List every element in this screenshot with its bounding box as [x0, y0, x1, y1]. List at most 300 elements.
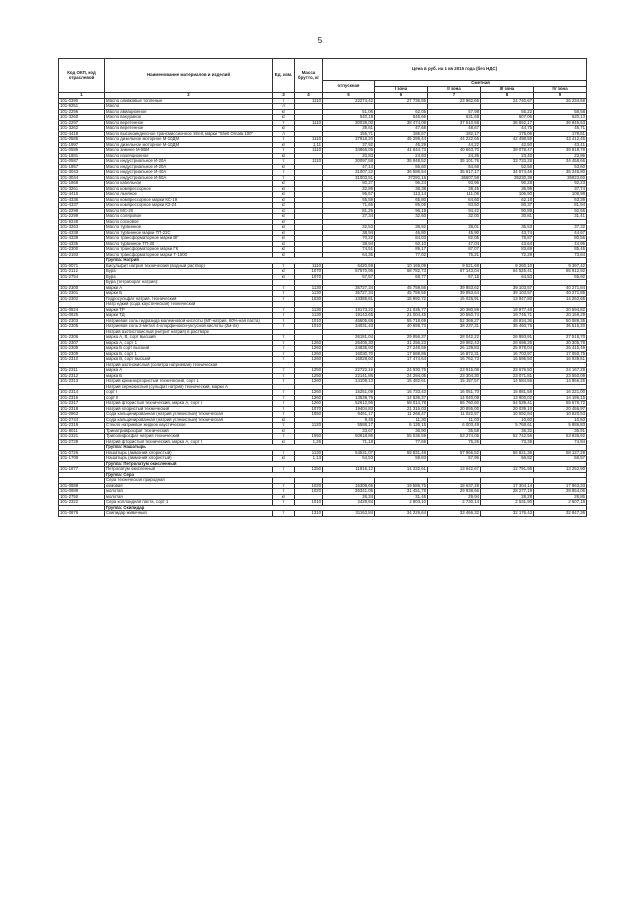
zone3-price-cell: 16 703,97 — [481, 351, 534, 357]
name-cell: Натрий кремнефтористый технический, сорт 1 — [105, 379, 273, 385]
zone1-price-cell: 17 474,64 — [375, 357, 428, 363]
zone3-price-cell: 54 539,41 — [481, 401, 534, 407]
zone4-price-cell: 58,58 — [534, 109, 587, 115]
unit-cell: т — [273, 159, 295, 165]
release-price-cell: 57570,95 — [323, 269, 375, 275]
zone4-price-cell: 74,84 — [534, 439, 587, 445]
unit-cell: т — [273, 296, 295, 302]
zone3-price-cell: 34 574,46 — [481, 170, 534, 176]
mass-cell: 1110 — [295, 263, 323, 269]
zone4-price-cell: 31,41 — [534, 214, 587, 220]
release-price-cell: 9,46 — [323, 417, 375, 423]
zone2-price-cell: 111,06 — [428, 192, 481, 198]
name-cell: Масло индустриальное И-50А — [105, 175, 273, 181]
zone1-price-cell: 14 232,61 — [375, 467, 428, 473]
zone1-price-cell: 32,60 — [375, 214, 428, 220]
zone3-price-cell: 35 460,75 — [481, 324, 534, 330]
header-zone4: IV зона — [534, 87, 587, 93]
unit-cell: л — [273, 131, 295, 137]
release-price-cell: 38,94 — [323, 241, 375, 247]
release-price-cell: 32,53 — [323, 225, 375, 231]
zone2-price-cell: 33 466,32 — [428, 511, 481, 517]
zone2-price-cell: 45,90 — [428, 230, 481, 236]
zone1-price-cell: 31,45 — [375, 494, 428, 500]
zone2-price-cell: 29 982,43 — [428, 340, 481, 346]
zone3-price-cell: 78,87 — [481, 236, 534, 242]
zone4-price-cell: 55 676,72 — [534, 401, 587, 407]
unit-cell: т — [273, 489, 295, 495]
unit-cell: кг — [273, 153, 295, 159]
zone3-price-cell: 52 742,56 — [481, 434, 534, 440]
zone1-price-cell: 21 316,03 — [375, 406, 428, 412]
zone4-price-cell: 32 847,36 — [534, 511, 587, 517]
zone2-price-cell: 14 040,08 — [428, 395, 481, 401]
unit-cell: кг — [273, 241, 295, 247]
zone4-price-cell: 58,57 — [534, 456, 587, 462]
zone1-price-cell: 45 289,44 — [375, 137, 428, 143]
zone2-price-cell: 64,60 — [428, 197, 481, 203]
zone4-price-cell: 81,94 — [534, 203, 587, 209]
release-price-cell: 74,51 — [323, 247, 375, 253]
mass-cell: 1120 — [295, 423, 323, 429]
unit-cell: кг — [273, 428, 295, 434]
zone3-price-cell: 90,28 — [481, 181, 534, 187]
zone2-price-cell: 11,03 — [428, 417, 481, 423]
table-row — [59, 511, 587, 517]
zone2-price-cell: 44 222,65 — [428, 137, 481, 143]
unit-cell: кг — [273, 225, 295, 231]
name-cell: Масло трансформаторное марки Т-1500 — [105, 252, 273, 258]
zone2-price-cell: 83,50 — [428, 203, 481, 209]
unit-cell: т — [273, 500, 295, 506]
zone1-price-cell: 27 249,59 — [375, 346, 428, 352]
code-cell: 101-4335 — [59, 241, 105, 247]
name-cell: Масло веретенное — [105, 120, 273, 126]
code-cell: 101-2322 — [59, 500, 105, 506]
col-number: 6 — [375, 93, 428, 99]
zone4-price-cell: 45,71 — [534, 126, 587, 132]
code-cell: 101-2298 — [59, 208, 105, 214]
code-cell: 101-0071 — [59, 263, 105, 269]
unit-cell: кг — [273, 219, 295, 225]
zone2-price-cell: 16 051,70 — [428, 390, 481, 396]
zone1-price-cell: 14 636,37 — [375, 395, 428, 401]
release-price-cell: 31003,51 — [323, 175, 375, 181]
unit-cell: кг — [273, 439, 295, 445]
unit-cell: кг — [273, 417, 295, 423]
price-table — [58, 58, 587, 517]
zone2-price-cell: 48,67 — [428, 126, 481, 132]
mass-cell: 1010 — [295, 318, 323, 324]
zone4-price-cell: 35 245,80 — [534, 170, 587, 176]
zone4-price-cell: 80,56 — [534, 236, 587, 242]
release-price-cell: 155,71 — [323, 131, 375, 137]
release-price-cell: 71,18 — [323, 439, 375, 445]
zone2-price-cell: 39 853,64 — [428, 291, 481, 297]
zone1-price-cell: 24 930,75 — [375, 368, 428, 374]
col-number: 3 — [273, 93, 295, 99]
unit-cell: т — [273, 406, 295, 412]
zone3-price-cell: 64,53 — [481, 274, 534, 280]
name-cell: Масло вакуумное — [105, 115, 273, 121]
name-cell: Масло веретенное — [105, 126, 273, 132]
zone4-price-cell: 13 252,90 — [534, 467, 587, 473]
name-cell: Масло — [105, 104, 273, 110]
zone4-price-cell: 28 854,06 — [534, 489, 587, 495]
zone3-price-cell: 64 525,41 — [481, 269, 534, 275]
page-number: 5 — [317, 36, 323, 45]
zone2-price-cell: 29 938,66 — [428, 489, 481, 495]
col-number: 1 — [59, 93, 105, 99]
zone2-price-cell: 24,36 — [428, 153, 481, 159]
zone3-price-cell: 36 652,17 — [481, 120, 534, 126]
mass-cell: 1110 — [295, 137, 323, 143]
zone1-price-cell: 16 733,43 — [375, 390, 428, 396]
release-price-cell: 39,61 — [323, 126, 375, 132]
unit-cell: т — [273, 98, 295, 104]
code-cell: 101-2307 — [59, 340, 105, 346]
zone1-price-cell: 21 035,77 — [375, 307, 428, 313]
zone3-price-cell: 48 934,36 — [481, 318, 534, 324]
zone3-price-cell: 23,40 — [481, 153, 534, 159]
code-cell: 101-3044 — [59, 175, 105, 181]
code-cell: 101-2297 — [59, 120, 105, 126]
unit-cell: кг — [273, 494, 295, 500]
release-price-cell: 31007,22 — [323, 170, 375, 176]
mass-cell: 1110 — [295, 98, 323, 104]
code-cell: 101-2744 — [59, 417, 105, 423]
name-cell: Масло турбинное — [105, 225, 273, 231]
unit-cell: л — [273, 104, 295, 110]
name-cell: сорт II — [105, 395, 273, 401]
zone3-price-cell: 39 103,57 — [481, 291, 534, 297]
name-cell: Масло дизельное моторное М-10ДМ — [105, 137, 273, 143]
code-cell: 101-4415 — [59, 192, 105, 198]
zone4-price-cell: 92,65 — [534, 208, 587, 214]
name-cell: Масло льняное — [105, 192, 273, 198]
mass-cell: 1130 — [295, 313, 323, 319]
mass-cell: 1260 — [295, 340, 323, 346]
zone4-price-cell: 5 886,83 — [534, 423, 587, 429]
zone3-price-cell: 39 103,57 — [481, 285, 534, 291]
name-cell: Сера коллоидная паста, сорт 1 — [105, 500, 273, 506]
code-cell: 101-9251 — [59, 104, 105, 110]
col-number: 8 — [481, 93, 534, 99]
zone2-price-cell: 35 617,17 — [428, 170, 481, 176]
name-cell: Масло индустриальное И-20А — [105, 159, 273, 165]
release-price-cell: 57,57 — [323, 274, 375, 280]
zone3-price-cell: 25 978,04 — [481, 346, 534, 352]
code-cell: 101-4336 — [59, 197, 105, 203]
unit-cell: т — [273, 412, 295, 418]
mass-cell: 1070 — [295, 406, 323, 412]
code-cell: 101-4337 — [59, 203, 105, 209]
release-price-cell: 13385,81 — [323, 296, 375, 302]
code-cell: 101-0586 — [59, 148, 105, 154]
zone4-price-cell: 14 262,65 — [534, 296, 587, 302]
release-price-cell: 52612,96 — [323, 401, 375, 407]
zone4-price-cell: 37,74 — [534, 186, 587, 192]
code-cell: 101-4338 — [59, 230, 105, 236]
group-title: Группа: Скипидар — [105, 505, 587, 511]
unit-cell: т — [273, 148, 295, 154]
code-cell: 101-2310 — [59, 357, 105, 363]
zone3-price-cell: 43,64 — [481, 241, 534, 247]
name-cell: марка В, сорт высший — [105, 357, 273, 363]
zone1-price-cell: 6 135,15 — [375, 423, 428, 429]
mass-cell: 1050 — [295, 412, 323, 418]
zone3-price-cell: 42,50 — [481, 142, 534, 148]
zone2-price-cell: 18 637,28 — [428, 483, 481, 489]
col-number: 5 — [323, 93, 375, 99]
mass-cell: 1250 — [295, 368, 323, 374]
zone2-price-cell: 67,15 — [428, 274, 481, 280]
zone3-price-cell: 607,06 — [481, 115, 534, 121]
zone3-price-cell: 10 592,84 — [481, 412, 534, 418]
zone1-price-cell: 113,14 — [375, 192, 428, 198]
unit-cell: т — [273, 434, 295, 440]
unit-cell: т — [273, 313, 295, 319]
name-cell: марки ТР — [105, 307, 273, 313]
zone4-price-cell: 30 305,78 — [534, 340, 587, 346]
release-price-cell: 55,59 — [323, 197, 375, 203]
zone3-price-cell: 62,18 — [481, 197, 534, 203]
zone1-price-cell: 11,30 — [375, 417, 428, 423]
unit-cell: т — [273, 379, 295, 385]
release-price-cell: 9461,17 — [323, 412, 375, 418]
name-cell: Масло высокоиндексное трансмиссионное Shell, марки "Shell Omala 100" — [105, 131, 273, 137]
code-cell: 101-2299 — [59, 214, 105, 220]
name-cell: Масло компрессорное — [105, 186, 273, 192]
code-cell: 101-2312 — [59, 373, 105, 379]
zone3-price-cell: 5 768,61 — [481, 423, 534, 429]
zone3-price-cell: 106,90 — [481, 192, 534, 198]
zone1-price-cell: 37292,16 — [375, 175, 428, 181]
release-price-cell: 70,22 — [323, 236, 375, 242]
name-cell: Масло зимнее М-8ВИ — [105, 148, 273, 154]
name-cell: Масло авиационное — [105, 109, 273, 115]
zone2-price-cell: 40 663,70 — [428, 148, 481, 154]
mass-cell: 1260 — [295, 401, 323, 407]
code-cell: 101-2321 — [59, 434, 105, 440]
zone3-price-cell: 55,22 — [481, 109, 534, 115]
unit-cell: кг — [273, 197, 295, 203]
zone2-price-cell: 13 642,67 — [428, 467, 481, 473]
zone1-price-cell: 11 268,47 — [375, 412, 428, 418]
unit-cell: кг — [273, 115, 295, 121]
release-price-cell: 35727,34 — [323, 291, 375, 297]
unit-cell: кг — [273, 208, 295, 214]
name-cell: Натриевая соль 2-метил 4-хлорфенокси-уксусной кислоты (2м-4х) — [105, 324, 273, 330]
zone1-price-cell: 35 948,52 — [375, 159, 428, 165]
zone4-price-cell: 73,84 — [534, 252, 587, 258]
code-cell: 101-2308 — [59, 346, 105, 352]
code-cell: 101-0585 — [59, 137, 105, 143]
zone1-price-cell: 186,57 — [375, 131, 428, 137]
zone1-price-cell: 59 831,48 — [375, 450, 428, 456]
zone1-price-cell: 62,05 — [375, 109, 428, 115]
code-cell: 101-2729 — [59, 439, 105, 445]
zone4-price-cell: 43 412,45 — [534, 137, 587, 143]
release-price-cell: 22274,42 — [323, 98, 375, 104]
name-cell: Сода кальцинированная (натрий углекислый) техническая — [105, 417, 273, 423]
zone2-price-cell: 82,05 — [428, 236, 481, 242]
zone2-price-cell: 32,00 — [428, 214, 481, 220]
header-estimate: Сметная — [375, 81, 587, 87]
zone1-price-cell: 646,66 — [375, 115, 428, 121]
zone4-price-cell: 108,98 — [534, 192, 587, 198]
release-price-cell: 540,19 — [323, 115, 375, 121]
name-cell: Натрий фтористый технический, марка А, сорт I — [105, 401, 273, 407]
code-cell: 101-2309 — [59, 351, 105, 357]
code-cell: 101-2754 — [59, 274, 105, 280]
zone2-price-cell: 16 762,73 — [428, 357, 481, 363]
zone4-price-cell: 9 397,42 — [534, 263, 587, 269]
zone1-price-cell: 77,68 — [375, 439, 428, 445]
code-cell: 101-2296 — [59, 109, 105, 115]
zone4-price-cell: 36 845,53 — [534, 120, 587, 126]
zone1-price-cell: 50,10 — [375, 241, 428, 247]
release-price-cell: 34866,05 — [323, 148, 375, 154]
code-cell: 101-1708 — [59, 456, 105, 462]
name-cell: Масло турбинное марки ТП-22С — [105, 230, 273, 236]
release-price-cell: 5588,17 — [323, 423, 375, 429]
name-cell: Масло сосновое — [105, 219, 273, 225]
zone3-price-cell: 42 498,59 — [481, 137, 534, 143]
zone4-price-cell: 53,60 — [534, 164, 587, 170]
unit-cell: т — [273, 346, 295, 352]
zone4-price-cell: 44,67 — [534, 230, 587, 236]
code-cell: 101-0587 — [59, 159, 105, 165]
zone3-price-cell: 44,75 — [481, 126, 534, 132]
name-cell: Нашатырь (аммоний хлористый) — [105, 456, 273, 462]
zone2-price-cell: 87,07 — [428, 247, 481, 253]
zone1-price-cell: 59,83 — [375, 456, 428, 462]
code-cell: 101-3043 — [59, 170, 105, 176]
release-price-cell: 26406,30 — [323, 340, 375, 346]
name-cell: Масло компрессорное марки КС-19 — [105, 197, 273, 203]
zone2-price-cell: 38,01 — [428, 225, 481, 231]
release-price-cell: 6420,59 — [323, 263, 375, 269]
mass-cell: 1010 — [295, 324, 323, 330]
zone3-price-cell: 83,69 — [481, 247, 534, 253]
col-number: 9 — [534, 93, 587, 99]
group-title: Группа: Натрий — [105, 258, 587, 264]
name-cell: Петролатум окисленный — [105, 467, 273, 473]
unit-cell: т — [273, 368, 295, 374]
unit-cell: кг — [273, 109, 295, 115]
zone1-price-cell: 24 294,05 — [375, 373, 428, 379]
release-price-cell: 15251,09 — [323, 390, 375, 396]
zone1-price-cell: 19 586,76 — [375, 483, 428, 489]
release-price-cell: 54531,07 — [323, 450, 375, 456]
code-cell: 101-2303 — [59, 318, 105, 324]
name-cell: марка Б — [105, 373, 273, 379]
zone3-price-cell: 56,82 — [481, 456, 534, 462]
name-cell: Бисульфит натрия технический (водный раствор) — [105, 263, 273, 269]
name-cell: Сера техническая природная — [105, 478, 273, 484]
zone2-price-cell: 76,26 — [428, 439, 481, 445]
zone4-price-cell: 53 835,92 — [534, 434, 587, 440]
code-cell: 101-1881 — [59, 153, 105, 159]
zone3-price-cell: 23 676,50 — [481, 368, 534, 374]
zone2-price-cell: 53 274,05 — [428, 434, 481, 440]
zone3-price-cell: 36,53 — [481, 225, 534, 231]
code-cell: 101-0876 — [59, 511, 105, 517]
name-cell: Масло компрессорное марки К2-24 — [105, 203, 273, 209]
zone1-price-cell: 2 903,10 — [375, 500, 428, 506]
name-cell: Натрий сернокислый (сульфат натрия) технический, марки А — [105, 384, 273, 390]
zone1-price-cell: 46,80 — [375, 230, 428, 236]
release-price-cell: 2429,84 — [323, 500, 375, 506]
zone2-price-cell: 35 101,76 — [428, 159, 481, 165]
zone2-price-cell: 56 760,60 — [428, 401, 481, 407]
release-price-cell: 30097,58 — [323, 159, 375, 165]
mass-cell: 1250 — [295, 467, 323, 473]
zone3-price-cell: 17 304,14 — [481, 483, 534, 489]
zone4-price-cell: 40 271,84 — [534, 285, 587, 291]
header-zone3: III зона — [481, 87, 534, 93]
zone1-price-cell: 68 782,73 — [375, 269, 428, 275]
name-cell: марка А, сорт 1 — [105, 340, 273, 346]
code-cell: 101-0889 — [59, 489, 105, 495]
zone3-price-cell: 9 260,10 — [481, 263, 534, 269]
zone4-price-cell: 16 939,51 — [534, 357, 587, 363]
release-price-cell: 22141,86 — [323, 373, 375, 379]
zone1-price-cell: 40 659,73 — [375, 324, 428, 330]
mass-cell: 1010 — [295, 500, 323, 506]
group-title: Группа: Петролатум окисленный — [105, 461, 587, 467]
name-cell: Гидросульфат натрия, технический — [105, 296, 273, 302]
unit-cell: т — [273, 307, 295, 313]
release-price-cell: 20,83 — [323, 153, 375, 159]
code-cell: 101-2305 — [59, 324, 105, 330]
zone4-price-cell: 92,23 — [534, 181, 587, 187]
release-price-cell: 51,06 — [323, 109, 375, 115]
zone3-price-cell: 56 821,36 — [481, 450, 534, 456]
zone1-price-cell: 96,24 — [375, 181, 428, 187]
zone3-price-cell: 20 039,10 — [481, 406, 534, 412]
unit-cell: т — [273, 263, 295, 269]
zone1-price-cell: 96,19 — [375, 208, 428, 214]
code-cell: 101-3261 — [59, 186, 105, 192]
zone1-price-cell: 24,93 — [375, 153, 428, 159]
col-number: 7 — [428, 93, 481, 99]
zone2-price-cell: 52 369,27 — [428, 318, 481, 324]
zone4-price-cell: 17 963,33 — [534, 483, 587, 489]
release-price-cell: 31163,84 — [323, 511, 375, 517]
zone1-price-cell: 65,80 — [375, 197, 428, 203]
release-price-cell: 35727,34 — [323, 285, 375, 291]
zone2-price-cell: 29,94 — [428, 494, 481, 500]
zone4-price-cell: 36 515,20 — [534, 324, 587, 330]
zone2-price-cell: 20 380,59 — [428, 307, 481, 313]
name-cell: Масло дизельное моторное М-10ДМ — [105, 142, 273, 148]
unit-cell: кг — [273, 214, 295, 220]
zone4-price-cell: 50 089,35 — [534, 318, 587, 324]
unit-cell: кг — [273, 203, 295, 209]
zone4-price-cell: 34 458,66 — [534, 159, 587, 165]
zone3-price-cell: 15 881,58 — [481, 390, 534, 396]
zone2-price-cell: 38 237,31 — [428, 324, 481, 330]
zone4-price-cell: 28,86 — [534, 494, 587, 500]
zone3-price-cell: 13 947,80 — [481, 296, 534, 302]
name-cell: Бура — [105, 274, 273, 280]
mass-cell: 1,26 — [295, 439, 323, 445]
name-cell: молотая — [105, 489, 273, 495]
release-price-cell: 37918,20 — [323, 137, 375, 143]
name-cell: сорт I — [105, 390, 273, 396]
